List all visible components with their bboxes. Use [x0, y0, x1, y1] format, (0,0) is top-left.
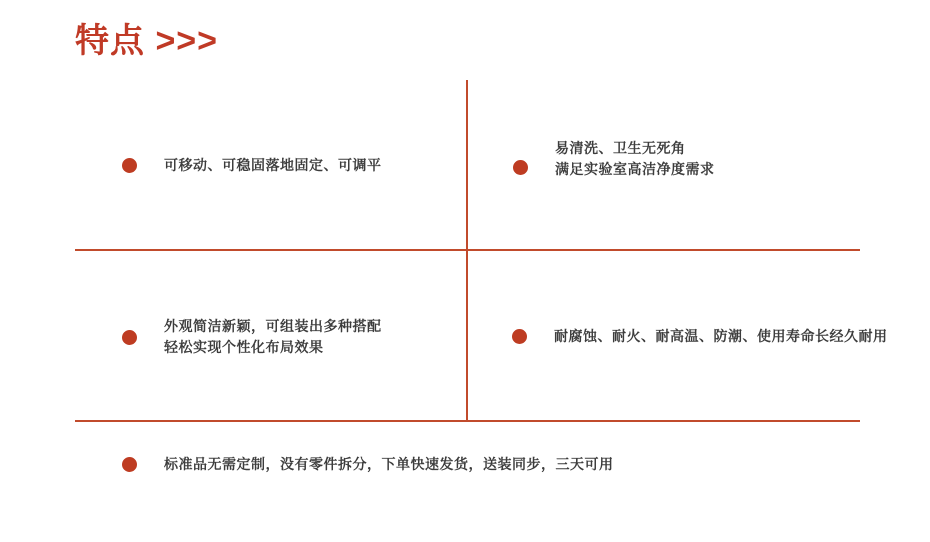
feature-line: 标准品无需定制，没有零件拆分，下单快速发货，送装同步，三天可用: [164, 456, 614, 472]
feature-line: 可移动、可稳固落地固定、可调平: [164, 157, 382, 173]
feature-item-standard-product: [122, 454, 614, 475]
feature-line: 易清洗、卫生无死角: [555, 140, 686, 156]
feature-item-durability: [512, 326, 888, 347]
bullet-icon: [122, 457, 137, 472]
page-title: 特点 >>>: [75, 22, 219, 60]
feature-text: [164, 155, 382, 176]
feature-line: 轻松实现个性化布局效果: [164, 339, 324, 355]
feature-item-easy-clean: [513, 138, 715, 180]
feature-item-mobility: [122, 155, 382, 176]
bullet-icon: [513, 160, 528, 175]
bullet-icon: [122, 158, 137, 173]
feature-text: [554, 326, 888, 347]
bullet-icon: [122, 330, 137, 345]
horizontal-divider-bottom: [75, 420, 860, 422]
feature-line: 满足实验室高洁净度需求: [555, 161, 715, 177]
feature-text: [164, 316, 382, 358]
feature-text: [164, 454, 614, 475]
feature-item-appearance: [122, 316, 382, 358]
feature-line: 耐腐蚀、耐火、耐高温、防潮、使用寿命长经久耐用: [554, 328, 888, 344]
feature-text: [555, 138, 715, 180]
feature-line: 外观简洁新颖，可组装出多种搭配: [164, 318, 382, 334]
bullet-icon: [512, 329, 527, 344]
horizontal-divider-top: [75, 249, 860, 251]
